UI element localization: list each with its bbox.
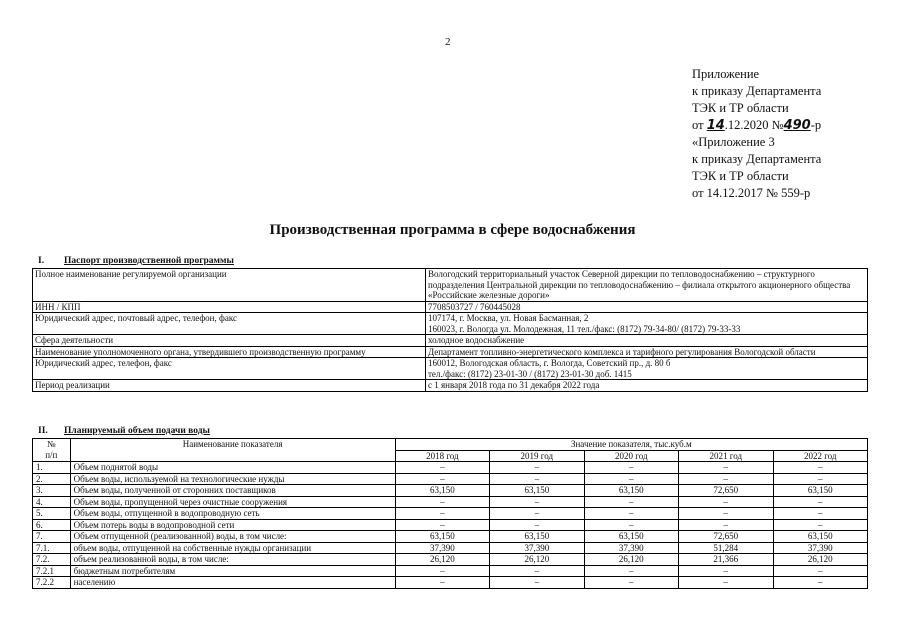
- indicator-value: –: [773, 577, 868, 589]
- header-value-group: Значение показателя, тыс.куб.м: [395, 439, 867, 451]
- table-row: [33, 496, 868, 508]
- appendix-date-prefix: от: [692, 118, 707, 132]
- indicator-value: –: [490, 496, 584, 508]
- indicator-name: Объем поднятой воды: [70, 462, 395, 474]
- row-number: 7.2.1: [33, 565, 71, 577]
- passport-row: [33, 301, 868, 313]
- indicator-value: –: [395, 519, 489, 531]
- passport-label: ИНН / КПП: [33, 301, 426, 313]
- indicator-value: –: [679, 565, 773, 577]
- passport-label: Сфера деятельности: [33, 335, 426, 347]
- passport-value: с 1 января 2018 года по 31 декабря 2022 года: [426, 380, 868, 392]
- table-row: [33, 577, 868, 589]
- appendix-line: Приложение: [692, 67, 760, 81]
- indicator-value: 26,120: [584, 554, 678, 566]
- indicator-name: Объем воды, используемой на технологические нужды: [70, 473, 395, 485]
- header-row-number: № п/п: [33, 439, 71, 462]
- indicator-value: –: [584, 473, 678, 485]
- indicator-name: Объем воды, пропущенной через очистные сооружения: [70, 496, 395, 508]
- indicator-value: –: [773, 565, 868, 577]
- appendix-block: [692, 66, 821, 202]
- indicator-value: –: [679, 496, 773, 508]
- passport-label: Юридический адрес, почтовый адрес, телефон, факс: [33, 313, 426, 335]
- section-1-heading: [38, 256, 234, 266]
- indicator-value: –: [490, 462, 584, 474]
- passport-row: [33, 269, 868, 302]
- indicator-value: –: [584, 519, 678, 531]
- indicator-value: 63,150: [490, 531, 584, 543]
- row-number: 4.: [33, 496, 71, 508]
- row-number: 5.: [33, 508, 71, 520]
- passport-label: Наименование уполномоченного органа, утвердившего производственную программу: [33, 346, 426, 358]
- appendix-line: к приказу Департамента: [692, 152, 822, 166]
- indicator-name: Объем отпущенной (реализованной) воды, в том числе:: [70, 531, 395, 543]
- indicator-name: объем реализованной воды, в том числе:: [70, 554, 395, 566]
- indicator-value: –: [490, 473, 584, 485]
- row-number: 1.: [33, 462, 71, 474]
- indicator-value: –: [584, 508, 678, 520]
- table-row: [33, 485, 868, 497]
- indicator-value: 26,120: [490, 554, 584, 566]
- indicator-value: –: [584, 462, 678, 474]
- document-title: Производственная программа в сфере водоснабжения: [269, 222, 636, 238]
- indicator-name: объем воды, отпущенной на собственные нужды организации: [70, 542, 395, 554]
- indicator-value: –: [679, 577, 773, 589]
- passport-value: Вологодский территориальный участок Северной дирекции по тепловодоснабжению – структурного подразделения Центральной дирекции по тепловодоснабжению – филиала открытого акционерного общества «Российские железные дороги»: [426, 269, 868, 302]
- table-row: [33, 531, 868, 543]
- table-row: [33, 508, 868, 520]
- header-year: 2018 год: [395, 450, 489, 462]
- handwritten-day: 14: [706, 118, 725, 133]
- appendix-line: от 14.12.2017 № 559-р: [692, 186, 811, 200]
- passport-label: Юридический адрес, телефон, факс: [33, 358, 426, 380]
- passport-value: 160012, Вологодская область, г. Вологда, Советский пр., д. 80 б тел./факс: (8172) 23-01-30 / (8172) 23-01-30 доб. 1415: [426, 358, 868, 380]
- passport-value: Департамент топливно-энергетического комплекса и тарифного регулирования Вологодской области: [426, 346, 868, 358]
- indicator-value: –: [490, 565, 584, 577]
- page-number: 2: [445, 36, 451, 48]
- passport-table: [32, 268, 868, 392]
- appendix-date-mid: .12.2020 №: [724, 118, 784, 132]
- row-number: 7.1.: [33, 542, 71, 554]
- passport-label: Период реализации: [33, 380, 426, 392]
- passport-row: [33, 346, 868, 358]
- passport-value: 107174, г. Москва, ул. Новая Басманная, 2 160023, г. Вологда ул. Молодежная, 11 тел./факс: (8172) 79-34-80/ (8172) 79-33-33: [426, 313, 868, 335]
- indicator-value: –: [773, 508, 868, 520]
- indicator-value: –: [584, 577, 678, 589]
- header-indicator-name: Наименование показателя: [70, 439, 395, 462]
- indicator-value: –: [490, 508, 584, 520]
- indicator-value: –: [395, 508, 489, 520]
- passport-row: [33, 358, 868, 380]
- indicator-name: бюджетным потребителям: [70, 565, 395, 577]
- header-year: 2021 год: [679, 450, 773, 462]
- indicator-value: 37,390: [584, 542, 678, 554]
- indicator-value: 63,150: [395, 531, 489, 543]
- table-row: [33, 462, 868, 474]
- row-number: 2.: [33, 473, 71, 485]
- appendix-line: «Приложение 3: [692, 135, 775, 149]
- section-1-title: Паспорт производственной программы: [64, 256, 234, 266]
- passport-row: [33, 380, 868, 392]
- appendix-line: ТЭК и ТР области: [692, 169, 789, 183]
- indicator-name: Объем потерь воды в водопроводной сети: [70, 519, 395, 531]
- appendix-line: ТЭК и ТР области: [692, 101, 789, 115]
- table-row: [33, 554, 868, 566]
- indicator-value: 63,150: [584, 485, 678, 497]
- indicator-value: –: [395, 496, 489, 508]
- passport-value: 7708503727 / 760445028: [426, 301, 868, 313]
- indicator-value: 21,366: [679, 554, 773, 566]
- header-year: 2020 год: [584, 450, 678, 462]
- water-volume-table: [32, 438, 868, 589]
- table-row: [33, 519, 868, 531]
- section-2-number: II.: [38, 426, 48, 436]
- indicator-value: 37,390: [773, 542, 868, 554]
- indicator-value: 63,150: [490, 485, 584, 497]
- indicator-value: –: [490, 577, 584, 589]
- indicator-value: 72,650: [679, 531, 773, 543]
- appendix-line: к приказу Департамента: [692, 84, 822, 98]
- indicator-value: –: [679, 473, 773, 485]
- indicator-value: –: [490, 519, 584, 531]
- indicator-value: –: [584, 565, 678, 577]
- passport-row: [33, 313, 868, 335]
- indicator-value: –: [679, 462, 773, 474]
- section-2-heading: [38, 426, 210, 436]
- indicator-value: 63,150: [773, 531, 868, 543]
- indicator-name: населению: [70, 577, 395, 589]
- indicator-value: –: [395, 565, 489, 577]
- appendix-date-line: [692, 117, 821, 134]
- indicator-value: –: [773, 519, 868, 531]
- row-number: 7.2.2: [33, 577, 71, 589]
- row-number: 7.: [33, 531, 71, 543]
- indicator-value: 37,390: [395, 542, 489, 554]
- indicator-value: 63,150: [773, 485, 868, 497]
- indicator-value: –: [679, 508, 773, 520]
- indicator-value: –: [395, 462, 489, 474]
- section-2-title: Планируемый объем подачи воды: [64, 426, 210, 436]
- handwritten-number: 490: [783, 118, 811, 133]
- indicator-value: 72,650: [679, 485, 773, 497]
- header-year: 2022 год: [773, 450, 868, 462]
- header-year: 2019 год: [490, 450, 584, 462]
- table-row: [33, 565, 868, 577]
- indicator-value: –: [395, 473, 489, 485]
- row-number: 6.: [33, 519, 71, 531]
- indicator-name: Объем воды, полученной от сторонних поставщиков: [70, 485, 395, 497]
- indicator-value: –: [773, 496, 868, 508]
- indicator-value: –: [584, 496, 678, 508]
- indicator-value: 63,150: [584, 531, 678, 543]
- table-row: [33, 473, 868, 485]
- indicator-value: 51,284: [679, 542, 773, 554]
- row-number: 3.: [33, 485, 71, 497]
- indicator-value: –: [679, 519, 773, 531]
- indicator-value: 26,120: [773, 554, 868, 566]
- appendix-date-suffix: -р: [810, 118, 822, 132]
- indicator-value: 63,150: [395, 485, 489, 497]
- row-number: 7.2.: [33, 554, 71, 566]
- passport-label: Полное наименование регулируемой организации: [33, 269, 426, 302]
- indicator-value: 37,390: [490, 542, 584, 554]
- indicator-name: Объем воды, отпущенной в водопроводную сеть: [70, 508, 395, 520]
- indicator-value: 26,120: [395, 554, 489, 566]
- indicator-value: –: [773, 462, 868, 474]
- passport-row: [33, 335, 868, 347]
- passport-value: холодное водоснабжение: [426, 335, 868, 347]
- table-row: [33, 542, 868, 554]
- indicator-value: –: [773, 473, 868, 485]
- section-1-number: I.: [38, 256, 45, 266]
- indicator-value: –: [395, 577, 489, 589]
